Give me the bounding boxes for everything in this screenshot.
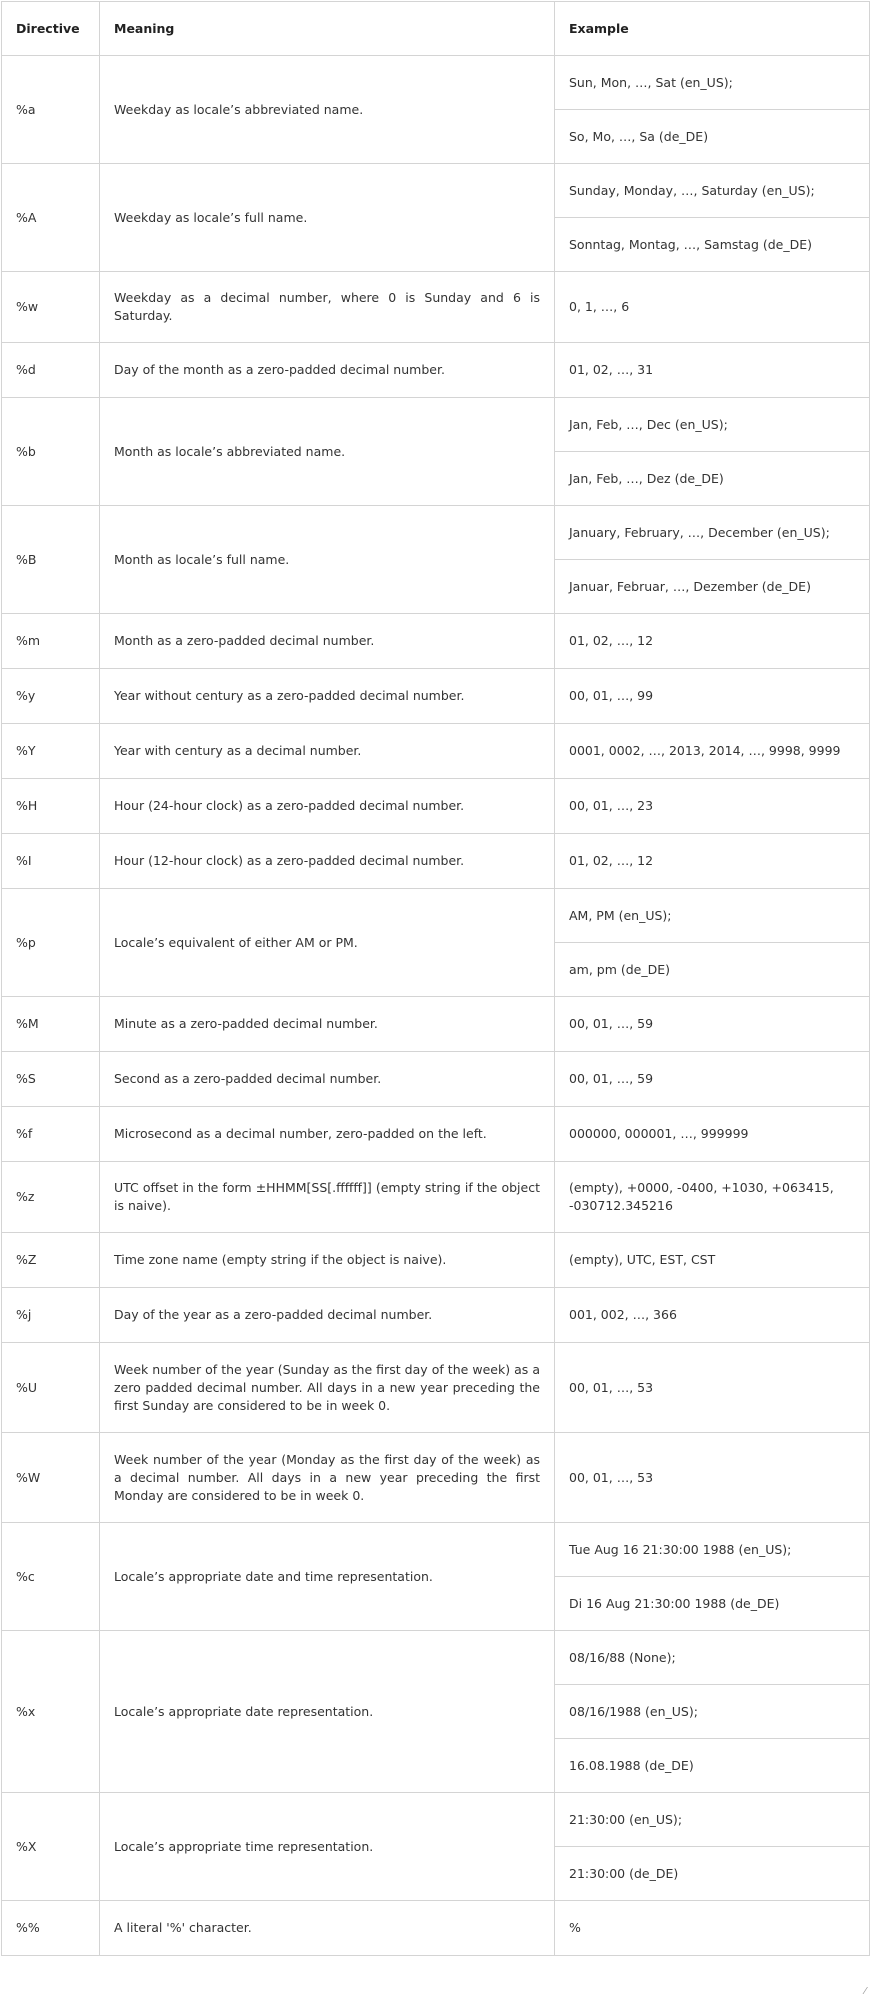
table-row bbox=[2, 724, 870, 779]
example-cell: Jan, Feb, …, Dec (en_US); bbox=[555, 398, 870, 452]
example-cell: 16.08.1988 (de_DE) bbox=[555, 1739, 870, 1793]
directive-cell: %B bbox=[2, 506, 100, 614]
table-body bbox=[2, 56, 870, 1956]
example-cell: 0, 1, …, 6 bbox=[555, 272, 870, 343]
example-cell: Sun, Mon, …, Sat (en_US); bbox=[555, 56, 870, 110]
meaning-cell: Hour (24-hour clock) as a zero-padded decimal number. bbox=[100, 779, 555, 834]
table-row bbox=[2, 1793, 870, 1847]
meaning-cell: Month as locale’s abbreviated name. bbox=[100, 398, 555, 506]
directive-cell: %p bbox=[2, 889, 100, 997]
example-cell: Di 16 Aug 21:30:00 1988 (de_DE) bbox=[555, 1577, 870, 1631]
example-cell: am, pm (de_DE) bbox=[555, 943, 870, 997]
example-cell: Januar, Februar, …, Dezember (de_DE) bbox=[555, 560, 870, 614]
meaning-cell: A literal '%' character. bbox=[100, 1901, 555, 1956]
table-row bbox=[2, 1901, 870, 1956]
example-cell: Jan, Feb, …, Dez (de_DE) bbox=[555, 452, 870, 506]
table-row bbox=[2, 398, 870, 452]
meaning-cell: Minute as a zero-padded decimal number. bbox=[100, 997, 555, 1052]
example-cell: 08/16/88 (None); bbox=[555, 1631, 870, 1685]
directive-cell: %W bbox=[2, 1433, 100, 1523]
meaning-cell: Day of the year as a zero-padded decimal number. bbox=[100, 1288, 555, 1343]
meaning-cell: Year with century as a decimal number. bbox=[100, 724, 555, 779]
table-row bbox=[2, 614, 870, 669]
directive-cell: %U bbox=[2, 1343, 100, 1433]
meaning-cell: Weekday as locale’s full name. bbox=[100, 164, 555, 272]
example-cell: 00, 01, …, 23 bbox=[555, 779, 870, 834]
table-row bbox=[2, 1233, 870, 1288]
directive-cell: %w bbox=[2, 272, 100, 343]
directive-cell: %S bbox=[2, 1052, 100, 1107]
example-cell: 00, 01, …, 53 bbox=[555, 1433, 870, 1523]
table-row bbox=[2, 834, 870, 889]
directive-cell: %j bbox=[2, 1288, 100, 1343]
table-row bbox=[2, 1631, 870, 1685]
table-row bbox=[2, 1523, 870, 1577]
table-row bbox=[2, 56, 870, 110]
table-row bbox=[2, 1288, 870, 1343]
example-cell: 0001, 0002, …, 2013, 2014, …, 9998, 9999 bbox=[555, 724, 870, 779]
example-cell: 01, 02, …, 12 bbox=[555, 834, 870, 889]
example-cell: Tue Aug 16 21:30:00 1988 (en_US); bbox=[555, 1523, 870, 1577]
meaning-cell: Month as a zero-padded decimal number. bbox=[100, 614, 555, 669]
meaning-cell: Locale’s appropriate date and time representation. bbox=[100, 1523, 555, 1631]
example-cell: 001, 002, …, 366 bbox=[555, 1288, 870, 1343]
table-row bbox=[2, 779, 870, 834]
directive-cell: %Z bbox=[2, 1233, 100, 1288]
directive-cell: %m bbox=[2, 614, 100, 669]
table-row bbox=[2, 506, 870, 560]
directive-cell: %d bbox=[2, 343, 100, 398]
table-row bbox=[2, 1343, 870, 1433]
directive-cell: %I bbox=[2, 834, 100, 889]
directive-cell: %b bbox=[2, 398, 100, 506]
table-row bbox=[2, 1107, 870, 1162]
directive-cell: %Y bbox=[2, 724, 100, 779]
table-row bbox=[2, 272, 870, 343]
directive-cell: %X bbox=[2, 1793, 100, 1901]
example-cell: Sunday, Monday, …, Saturday (en_US); bbox=[555, 164, 870, 218]
example-cell: (empty), UTC, EST, CST bbox=[555, 1233, 870, 1288]
meaning-cell: Locale’s appropriate time representation. bbox=[100, 1793, 555, 1901]
table-header-row bbox=[2, 2, 870, 56]
meaning-cell: UTC offset in the form ±HHMM[SS[.ffffff]] (empty string if the object is naive). bbox=[100, 1162, 555, 1233]
example-cell: AM, PM (en_US); bbox=[555, 889, 870, 943]
example-cell: 01, 02, …, 12 bbox=[555, 614, 870, 669]
meaning-cell: Locale’s equivalent of either AM or PM. bbox=[100, 889, 555, 997]
directive-cell: %a bbox=[2, 56, 100, 164]
meaning-cell: Hour (12-hour clock) as a zero-padded decimal number. bbox=[100, 834, 555, 889]
strftime-directive-table bbox=[1, 1, 870, 1956]
example-cell: So, Mo, …, Sa (de_DE) bbox=[555, 110, 870, 164]
meaning-cell: Weekday as a decimal number, where 0 is Sunday and 6 is Saturday. bbox=[100, 272, 555, 343]
directive-cell: %f bbox=[2, 1107, 100, 1162]
column-header-example: Example bbox=[555, 2, 870, 56]
resize-grip-icon: ⁄ bbox=[864, 1986, 866, 1997]
directive-cell: %z bbox=[2, 1162, 100, 1233]
example-cell: 00, 01, …, 59 bbox=[555, 997, 870, 1052]
example-cell: 08/16/1988 (en_US); bbox=[555, 1685, 870, 1739]
meaning-cell: Week number of the year (Monday as the first day of the week) as a decimal number. All days in a new year preceding the first Monday are considered to be in week 0. bbox=[100, 1433, 555, 1523]
example-cell: 21:30:00 (de_DE) bbox=[555, 1847, 870, 1901]
table-row bbox=[2, 1162, 870, 1233]
directive-cell: %A bbox=[2, 164, 100, 272]
table-row bbox=[2, 1433, 870, 1523]
example-cell: (empty), +0000, -0400, +1030, +063415, -030712.345216 bbox=[555, 1162, 870, 1233]
directive-cell: %H bbox=[2, 779, 100, 834]
example-cell: 00, 01, …, 53 bbox=[555, 1343, 870, 1433]
table-row bbox=[2, 1052, 870, 1107]
meaning-cell: Weekday as locale’s abbreviated name. bbox=[100, 56, 555, 164]
example-cell: 00, 01, …, 99 bbox=[555, 669, 870, 724]
directive-cell: %M bbox=[2, 997, 100, 1052]
directive-cell: %% bbox=[2, 1901, 100, 1956]
column-header-directive: Directive bbox=[2, 2, 100, 56]
meaning-cell: Week number of the year (Sunday as the first day of the week) as a zero padded decimal number. All days in a new year preceding the first Sunday are considered to be in week 0. bbox=[100, 1343, 555, 1433]
example-cell: 00, 01, …, 59 bbox=[555, 1052, 870, 1107]
table-row bbox=[2, 889, 870, 943]
example-cell: Sonntag, Montag, …, Samstag (de_DE) bbox=[555, 218, 870, 272]
table-row bbox=[2, 997, 870, 1052]
table-row bbox=[2, 164, 870, 218]
column-header-meaning: Meaning bbox=[100, 2, 555, 56]
meaning-cell: Month as locale’s full name. bbox=[100, 506, 555, 614]
directive-cell: %x bbox=[2, 1631, 100, 1793]
meaning-cell: Locale’s appropriate date representation. bbox=[100, 1631, 555, 1793]
meaning-cell: Microsecond as a decimal number, zero-padded on the left. bbox=[100, 1107, 555, 1162]
meaning-cell: Second as a zero-padded decimal number. bbox=[100, 1052, 555, 1107]
table-row bbox=[2, 343, 870, 398]
example-cell: % bbox=[555, 1901, 870, 1956]
example-cell: 000000, 000001, …, 999999 bbox=[555, 1107, 870, 1162]
directive-cell: %c bbox=[2, 1523, 100, 1631]
meaning-cell: Day of the month as a zero-padded decimal number. bbox=[100, 343, 555, 398]
table-row bbox=[2, 669, 870, 724]
meaning-cell: Time zone name (empty string if the object is naive). bbox=[100, 1233, 555, 1288]
meaning-cell: Year without century as a zero-padded decimal number. bbox=[100, 669, 555, 724]
example-cell: January, February, …, December (en_US); bbox=[555, 506, 870, 560]
example-cell: 21:30:00 (en_US); bbox=[555, 1793, 870, 1847]
directive-cell: %y bbox=[2, 669, 100, 724]
example-cell: 01, 02, …, 31 bbox=[555, 343, 870, 398]
